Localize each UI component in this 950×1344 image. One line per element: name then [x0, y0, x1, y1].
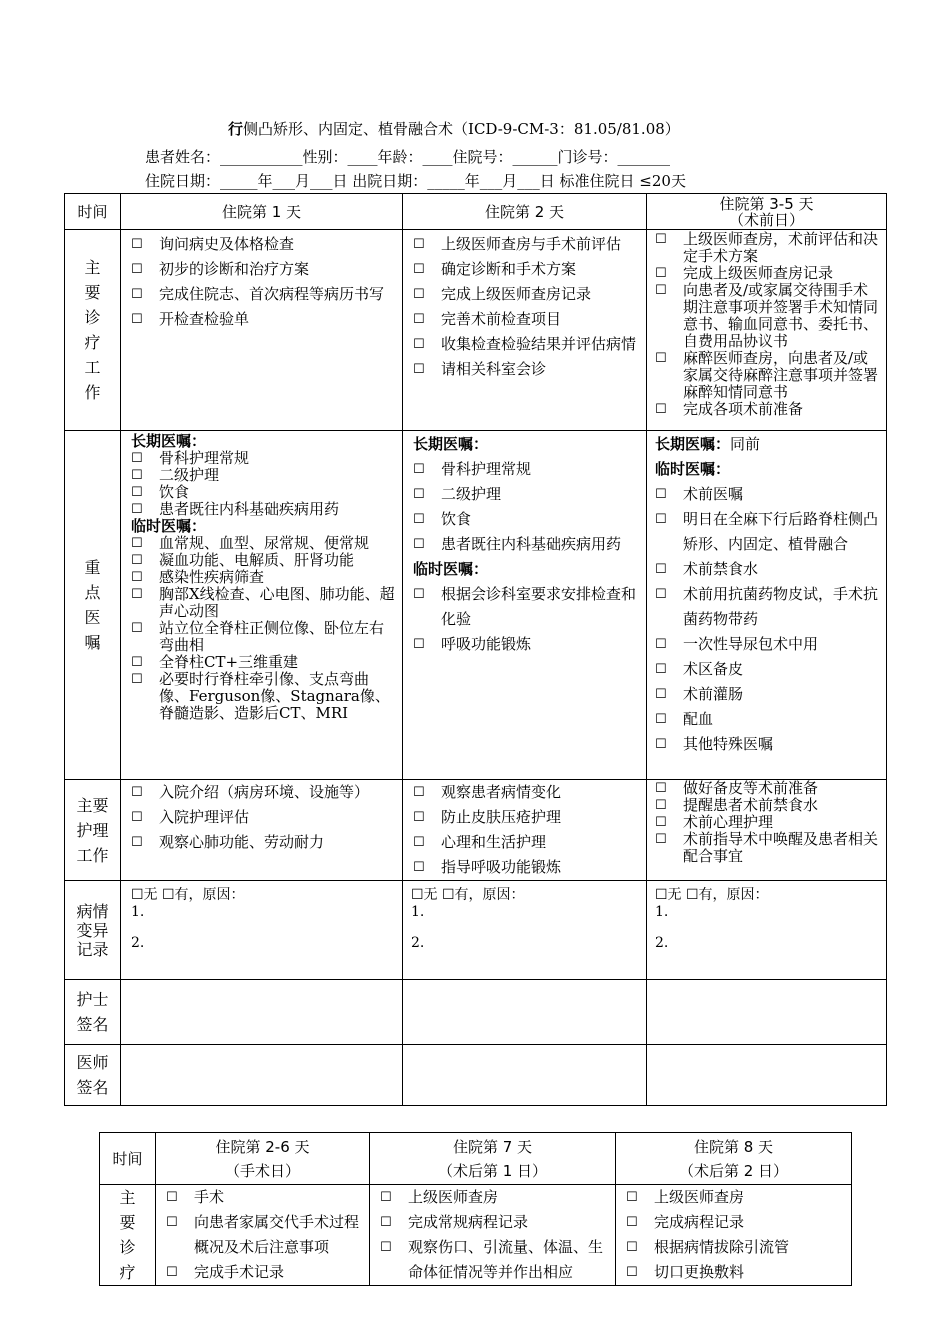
checklist-item[interactable]: ☐ 观察患者病情变化	[413, 780, 640, 805]
day1-nursing	[121, 780, 403, 881]
checklist-item[interactable]: ☐ 完成各项术前准备	[655, 401, 880, 418]
checklist-item[interactable]: ☐ 完成上级医师查房记录	[413, 282, 640, 307]
checklist-item[interactable]: ☐ 初步的诊断和治疗方案	[131, 257, 396, 282]
checklist-item[interactable]: ☐ 配血	[655, 707, 880, 732]
checklist-item[interactable]: ☐ 饮食	[413, 507, 640, 532]
day2-main-work	[403, 230, 647, 431]
checklist-item[interactable]: ☐ 完成手术记录	[166, 1260, 363, 1285]
nursing-label: 主要 护理 工作	[65, 780, 121, 881]
day1-variance: ☐无 ☐有，原因： 1. 2.	[121, 881, 403, 980]
checklist-item[interactable]: ☐ 指导呼吸功能锻炼	[413, 855, 640, 880]
day2-nurse-signature[interactable]	[403, 980, 647, 1045]
checklist-item[interactable]: ☐ 站立位全脊柱正侧位像、卧位左右弯曲相	[131, 620, 396, 654]
checklist-item[interactable]: ☐ 向患者家属交代手术过程概况及术后注意事项	[166, 1210, 363, 1260]
checklist-item[interactable]: ☐ 根据会诊科室要求安排检查和化验	[413, 582, 640, 632]
checklist-item[interactable]: ☐ 术前灌肠	[655, 682, 880, 707]
patient-info-line: 患者姓名：___________性别：____年龄：____住院号：______门诊号：_______	[145, 148, 671, 166]
checklist-item[interactable]: ☐ 入院护理评估	[131, 805, 396, 830]
checklist-item[interactable]: ☐ 做好备皮等术前准备	[655, 780, 880, 797]
day1-main-work	[121, 230, 403, 431]
variance-checkbox[interactable]: ☐无 ☐有，原因：	[131, 887, 245, 903]
postop-day1-main-work	[370, 1185, 616, 1286]
checklist-item[interactable]: ☐ 确定诊断和手术方案	[413, 257, 640, 282]
clinical-pathway-table-2	[99, 1132, 852, 1286]
temporary-orders-title: 临时医嘱：	[131, 517, 207, 535]
surgery-day-header: 住院第 2-6 天 （手术日）	[156, 1133, 370, 1185]
checklist-item[interactable]: ☐ 完成上级医师查房记录	[655, 265, 880, 282]
day3-orders	[647, 431, 887, 780]
variance-label: 病情 变异 记录	[65, 881, 121, 980]
checklist-item[interactable]: ☐ 二级护理	[131, 467, 396, 484]
checklist-item[interactable]: ☐ 心理和生活护理	[413, 830, 640, 855]
day1-orders	[121, 431, 403, 780]
checklist-item[interactable]: ☐ 术区备皮	[655, 657, 880, 682]
day2-nursing	[403, 780, 647, 881]
clinical-pathway-table-1	[64, 193, 887, 1106]
checklist-item[interactable]: ☐ 切口更换敷料	[626, 1260, 845, 1285]
day1-nurse-signature[interactable]	[121, 980, 403, 1045]
orders-label: 重 点 医 嘱	[65, 431, 121, 780]
long-term-orders-title: 长期医嘱：同前	[655, 435, 761, 453]
checklist-item[interactable]: ☐ 其他特殊医嘱	[655, 732, 880, 757]
main-work-label: 主 要 诊 疗	[100, 1185, 156, 1286]
checklist-item[interactable]: ☐ 观察心肺功能、劳动耐力	[131, 830, 396, 855]
day3-header: 住院第 3-5 天 （术前日）	[647, 194, 887, 230]
checklist-item[interactable]: ☐ 患者既往内科基础疾病用药	[131, 501, 396, 518]
day3-doctor-signature[interactable]	[647, 1045, 887, 1106]
checklist-item[interactable]: ☐ 请相关科室会诊	[413, 357, 640, 382]
nurse-signature-label: 护士 签名	[65, 980, 121, 1045]
checklist-item[interactable]: ☐ 二级护理	[413, 482, 640, 507]
checklist-item[interactable]: ☐ 术前指导术中唤醒及患者相关配合事宜	[655, 831, 880, 865]
day3-nurse-signature[interactable]	[647, 980, 887, 1045]
checklist-item[interactable]: ☐ 术前医嘱	[655, 482, 880, 507]
checklist-item[interactable]: ☐ 完成病程记录	[626, 1210, 845, 1235]
day1-header: 住院第 1 天	[121, 194, 403, 230]
checklist-item[interactable]: ☐ 上级医师查房	[380, 1185, 609, 1210]
checklist-item[interactable]: ☐ 根据病情拔除引流管	[626, 1235, 845, 1260]
main-work-label: 主 要 诊 疗 工 作	[65, 230, 121, 431]
checklist-item[interactable]: ☐ 饮食	[131, 484, 396, 501]
variance-checkbox[interactable]: ☐无 ☐有，原因：	[411, 887, 525, 903]
temporary-orders-title: 临时医嘱：	[655, 460, 731, 478]
checklist-item[interactable]: ☐ 明日在全麻下行后路脊柱侧凸矫形、内固定、植骨融合	[655, 507, 880, 557]
checklist-item[interactable]: ☐ 观察伤口、引流量、体温、生命体征情况等并作出相应	[380, 1235, 609, 1285]
day3-nursing	[647, 780, 887, 881]
checklist-item[interactable]: ☐ 术前用抗菌药物皮试，手术抗菌药物带药	[655, 582, 880, 632]
checklist-item[interactable]: ☐ 全脊柱CT+三维重建	[131, 654, 396, 671]
checklist-item[interactable]: ☐ 收集检查检验结果并评估病情	[413, 332, 640, 357]
postop-day2-main-work	[616, 1185, 852, 1286]
day2-variance: ☐无 ☐有，原因： 1. 2.	[403, 881, 647, 980]
checklist-item[interactable]: ☐ 向患者及/或家属交待围手术期注意事项并签署手术知情同意书、输血同意书、委托书、自费用品协议书	[655, 282, 880, 350]
checklist-item[interactable]: ☐ 提醒患者术前禁食水	[655, 797, 880, 814]
day3-main-work	[647, 230, 887, 431]
checklist-item[interactable]: ☐ 骨科护理常规	[131, 450, 396, 467]
day2-orders	[403, 431, 647, 780]
checklist-item[interactable]: ☐ 上级医师查房，术前评估和决定手术方案	[655, 231, 880, 265]
variance-checkbox[interactable]: ☐无 ☐有，原因：	[655, 887, 769, 903]
checklist-item[interactable]: ☐ 入院介绍（病房环境、设施等）	[131, 780, 396, 805]
admission-date-line: 住院日期：_____年___月___日 出院日期：_____年___月___日 标准住院日 ≤20天	[145, 172, 686, 190]
long-term-orders-title: 长期医嘱：	[131, 432, 207, 450]
checklist-item[interactable]: ☐ 患者既往内科基础疾病用药	[413, 532, 640, 557]
checklist-item[interactable]: ☐ 完成住院志、首次病程等病历书写	[131, 282, 396, 307]
doctor-signature-label: 医师 签名	[65, 1045, 121, 1106]
checklist-item[interactable]: ☐ 手术	[166, 1185, 363, 1210]
postop-day2-header: 住院第 8 天 （术后第 2 日）	[616, 1133, 852, 1185]
checklist-item[interactable]: ☐ 感染性疾病筛查	[131, 569, 396, 586]
checklist-item[interactable]: ☐ 血常规、血型、尿常规、便常规	[131, 535, 396, 552]
day2-header: 住院第 2 天	[403, 194, 647, 230]
day1-doctor-signature[interactable]	[121, 1045, 403, 1106]
long-term-orders-title: 长期医嘱：	[413, 435, 489, 453]
checklist-item[interactable]: ☐ 开检查检验单	[131, 307, 396, 332]
checklist-item[interactable]: ☐ 完善术前检查项目	[413, 307, 640, 332]
temporary-orders-title: 临时医嘱：	[413, 560, 489, 578]
checklist-item[interactable]: ☐ 一次性导尿包术中用	[655, 632, 880, 657]
checklist-item[interactable]: ☐ 呼吸功能锻炼	[413, 632, 640, 657]
checklist-item[interactable]: ☐ 必要时行脊柱牵引像、支点弯曲像、Ferguson像、Stagnara像、脊髓造影、造影后CT、MRI	[131, 671, 396, 722]
checklist-item[interactable]: ☐ 骨科护理常规	[413, 457, 640, 482]
checklist-item[interactable]: ☐ 完成常规病程记录	[380, 1210, 609, 1235]
document-title: 行侧凸矫形、内固定、植骨融合术（ICD-9-CM-3：81.05/81.08）	[228, 120, 680, 138]
checklist-item[interactable]: ☐ 术前心理护理	[655, 814, 880, 831]
checklist-item[interactable]: ☐ 胸部X线检查、心电图、肺功能、超声心动图	[131, 586, 396, 620]
day2-doctor-signature[interactable]	[403, 1045, 647, 1106]
checklist-item[interactable]: ☐ 凝血功能、电解质、肝肾功能	[131, 552, 396, 569]
checklist-item[interactable]: ☐ 询问病史及体格检查	[131, 232, 396, 257]
checklist-item[interactable]: ☐ 术前禁食水	[655, 557, 880, 582]
time-header: 时间	[100, 1133, 156, 1185]
day3-variance: ☐无 ☐有，原因： 1. 2.	[647, 881, 887, 980]
surgery-day-main-work	[156, 1185, 370, 1286]
checklist-item[interactable]: ☐ 防止皮肤压疮护理	[413, 805, 640, 830]
postop-day1-header: 住院第 7 天 （术后第 1 日）	[370, 1133, 616, 1185]
checklist-item[interactable]: ☐ 上级医师查房	[626, 1185, 845, 1210]
time-header: 时间	[65, 194, 121, 230]
checklist-item[interactable]: ☐ 麻醉医师查房，向患者及/或家属交待麻醉注意事项并签署麻醉知情同意书	[655, 350, 880, 401]
checklist-item[interactable]: ☐ 上级医师查房与手术前评估	[413, 232, 640, 257]
